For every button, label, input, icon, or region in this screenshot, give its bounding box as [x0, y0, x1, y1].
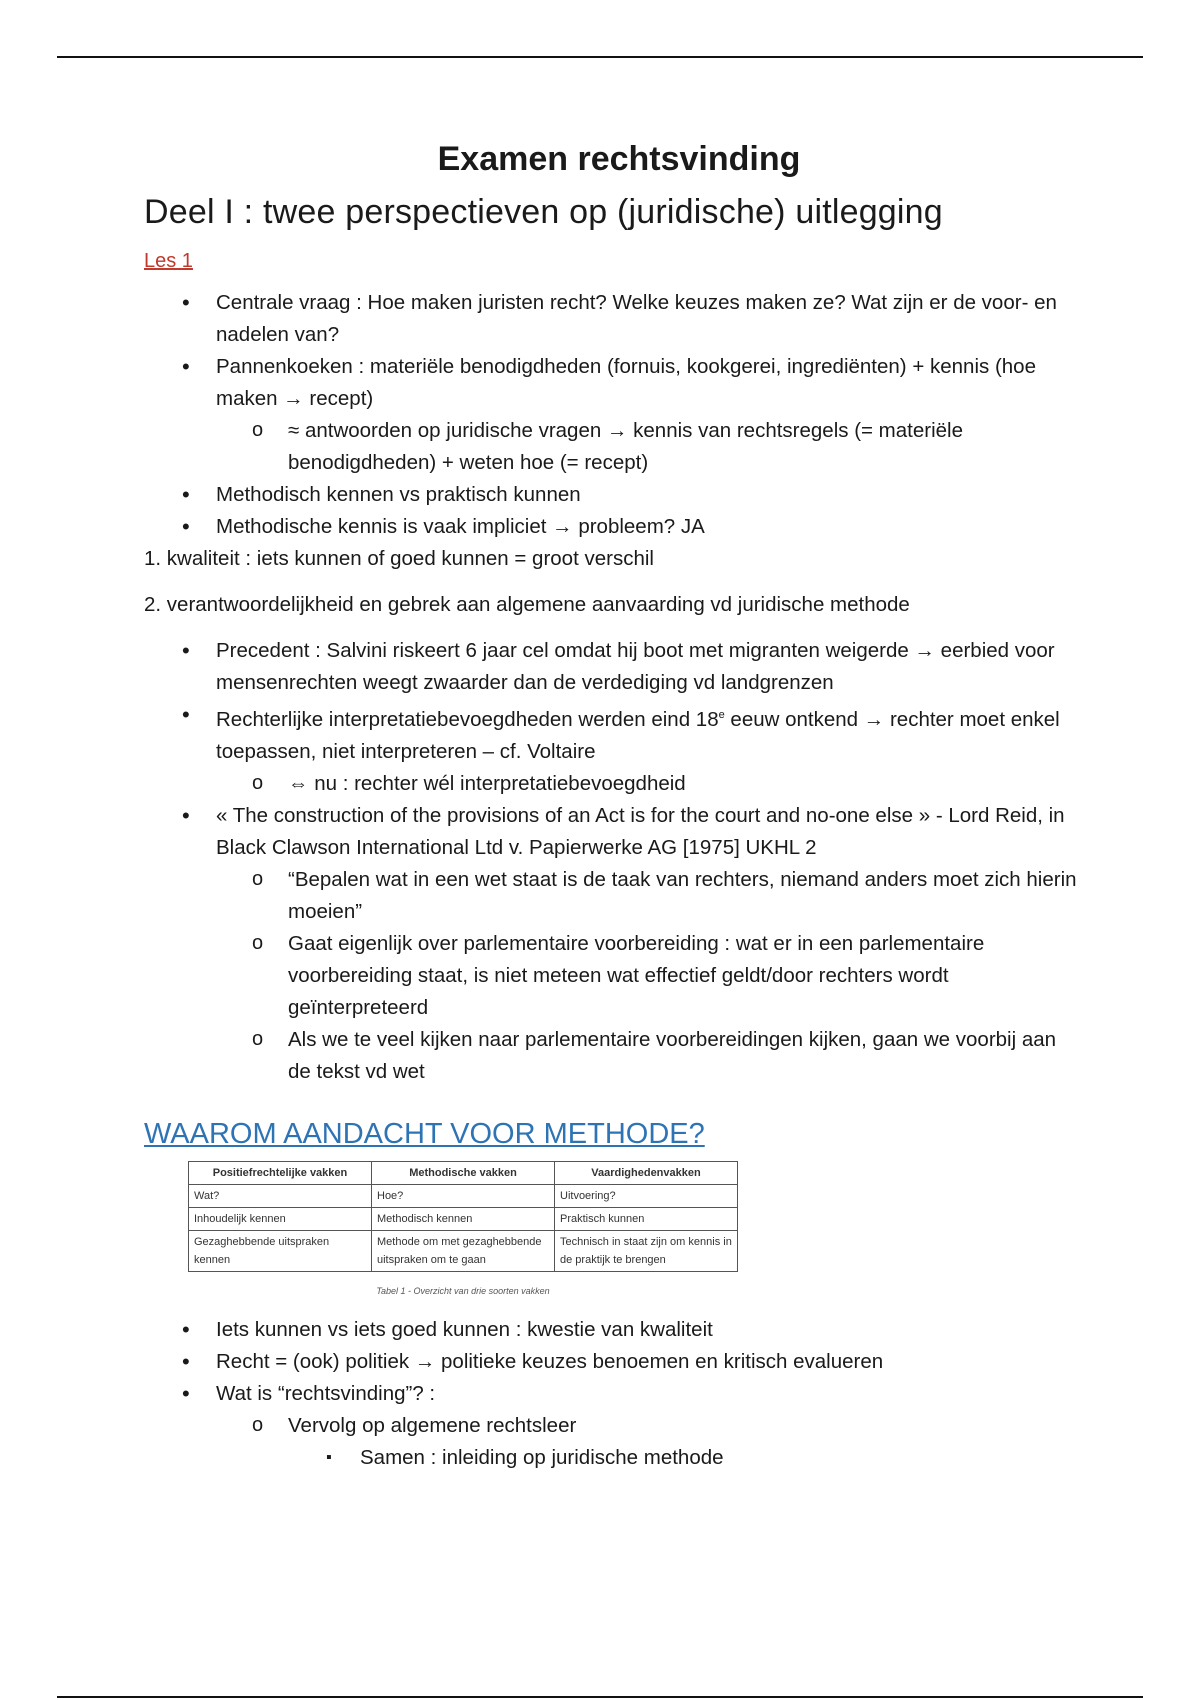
list-item	[216, 699, 1084, 800]
interpretation-text-end: eeuw ontkend → rechter moet enkel toepassen, niet interpreteren – cf. Voltaire	[216, 707, 1060, 763]
numbered-point-2: 2. verantwoordelijkheid en gebrek aan algemene aanvaarding vd juridische methode	[144, 593, 910, 616]
sub-list-item	[288, 1410, 1084, 1474]
list-item: • Recht = (ook) politiek → politieke keuzes benoemen en kritisch evalueren	[216, 1346, 1084, 1378]
table-cell: Inhoudelijk kennen	[189, 1207, 372, 1230]
sub-list-item: o Gaat eigenlijk over parlementaire voorbereiding : wat er in een parlementaire voorbereiding staat, is niet meteen wat effectief geldt/door rechters wordt geïnterpreteerd	[288, 928, 1084, 1024]
document-title: Examen rechtsvinding	[437, 140, 801, 178]
table-header-row	[189, 1161, 738, 1184]
table-cell: Uitvoering?	[555, 1184, 738, 1207]
sub-list-item-text: Vervolg op algemene rechtsleer	[288, 1413, 577, 1437]
bullet-list-responsibility	[144, 635, 1084, 1088]
table-caption: Tabel 1 - Overzicht van drie soorten vakken	[376, 1285, 550, 1296]
sub-list-item: o ⇔ nu : rechter wél interpretatiebevoegdheid	[288, 768, 1084, 800]
table-cell: Technisch in staat zijn om kennis in de praktijk te brengen	[555, 1230, 738, 1271]
sub-sub-list	[288, 1442, 1084, 1474]
list-item-text: Wat is “rechtsvinding”? :	[216, 1381, 436, 1405]
table-row	[189, 1184, 738, 1207]
table-cell: Hoe?	[372, 1184, 555, 1207]
list-item: • Methodische kennis is vaak impliciet → probleem? JA	[216, 511, 1084, 543]
list-item	[216, 351, 1084, 479]
sub-list-item: o “Bepalen wat in een wet staat is de taak van rechters, niemand anders moet zich hierin moeien”	[288, 864, 1084, 928]
table-cell: Methodisch kennen	[372, 1207, 555, 1230]
document-body	[144, 140, 1084, 1474]
list-item	[216, 800, 1084, 1088]
bullet-list-methods	[144, 1314, 1084, 1474]
table-row	[189, 1230, 738, 1271]
quote-text: « The construction of the provisions of an Act is for the court and no-one else » - Lord Reid, in Black Clawson International Ltd v. Papierwerke AG [1975] UKHL 2	[216, 803, 1065, 859]
table-header-cell: Vaardighedenvakken	[555, 1161, 738, 1184]
table-row	[189, 1207, 738, 1230]
list-item: • Methodisch kennen vs praktisch kunnen	[216, 479, 1084, 511]
sub-list	[216, 415, 1084, 479]
table-header-cell: Methodische vakken	[372, 1161, 555, 1184]
methods-heading: WAAROM AANDACHT VOOR METHODE?	[144, 1117, 705, 1150]
superscript-e: e	[718, 709, 725, 721]
list-item: • Centrale vraag : Hoe maken juristen recht? Welke keuzes maken ze? Wat zijn er de voor- en nadelen van?	[216, 287, 1084, 351]
list-item-text: Pannenkoeken : materiële benodigdheden (fornuis, kookgerei, ingrediënten) + kennis (hoe maken → recept)	[216, 355, 1036, 410]
numbered-point-1: 1. kwaliteit : iets kunnen of goed kunnen = groot verschil	[144, 547, 654, 570]
bottom-rule	[57, 1696, 1143, 1698]
sub-list	[216, 864, 1084, 1088]
sub-list	[216, 1410, 1084, 1474]
top-rule	[57, 56, 1143, 58]
sub-list-item: o Als we te veel kijken naar parlementaire voorbereidingen kijken, gaan we voorbij aan de tekst vd wet	[288, 1024, 1084, 1088]
table-cell: Methode om met gezaghebbende uitspraken om te gaan	[372, 1230, 555, 1271]
list-item	[216, 1378, 1084, 1474]
methods-table	[188, 1161, 738, 1272]
bullet-list-intro	[144, 287, 1084, 543]
lesson-heading: Les 1	[144, 250, 193, 272]
sub-list-item: o ≈ antwoorden op juridische vragen → kennis van rechtsregels (= materiële benodigdheden) + weten hoe (= recept)	[288, 415, 1084, 479]
section-heading: Deel I : twee perspectieven op (juridische) uitlegging	[144, 193, 943, 231]
table-cell: Wat?	[189, 1184, 372, 1207]
interpretation-text-start: Rechterlijke interpretatiebevoegdheden werden eind 18	[216, 707, 719, 731]
sub-list	[216, 768, 1084, 800]
table-cell: Gezaghebbende uitspraken kennen	[189, 1230, 372, 1271]
table-header-cell: Positiefrechtelijke vakken	[189, 1161, 372, 1184]
table-cell: Praktisch kunnen	[555, 1207, 738, 1230]
list-item: • Iets kunnen vs iets goed kunnen : kwestie van kwaliteit	[216, 1314, 1084, 1346]
sub-sub-list-item: ▪ Samen : inleiding op juridische methode	[360, 1442, 1084, 1474]
list-item: • Precedent : Salvini riskeert 6 jaar cel omdat hij boot met migranten weigerde → eerbied voor mensenrechten weegt zwaarder dan de verdediging vd landgrenzen	[216, 635, 1084, 699]
